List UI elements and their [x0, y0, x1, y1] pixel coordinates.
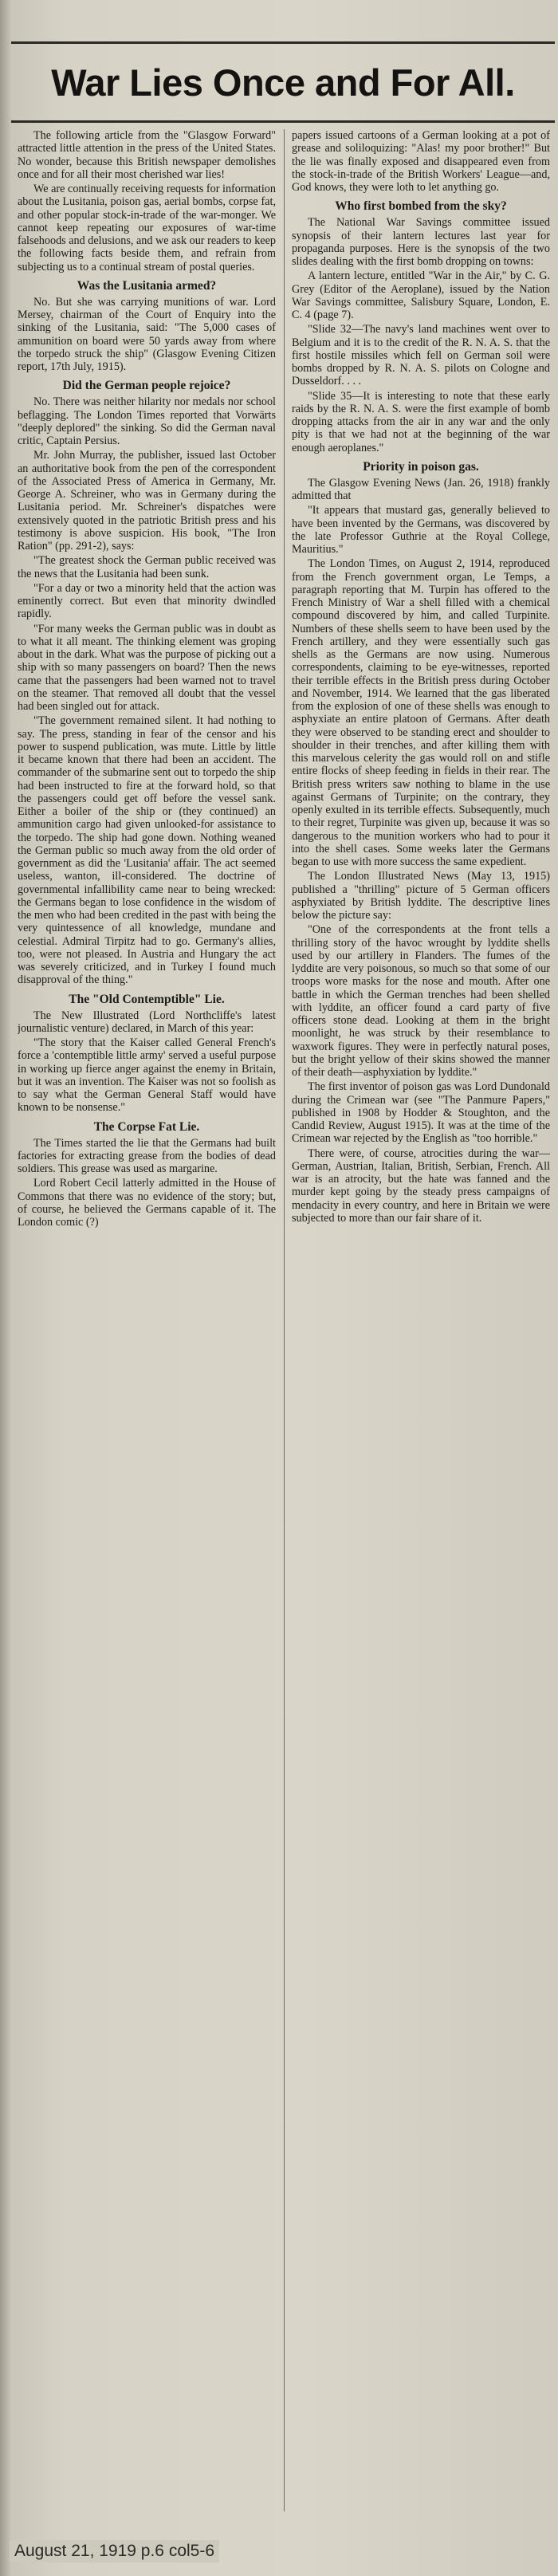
paragraph: The London Illustrated News (May 13, 1915) published a "thrilling" picture of 5 German officers asphyxiated by British lyddite. The descriptive lines below the picture say: — [292, 870, 550, 922]
section-heading: Who first bombed from the sky? — [335, 199, 507, 214]
paragraph: Lord Robert Cecil latterly admitted in the House of Commons that there was no evidence of the story; but, of course, he believed the Germans capable of it. The London comic (?) — [18, 1177, 276, 1229]
date-caption: August 21, 1919 p.6 col5-6 — [10, 2540, 219, 2562]
paragraph: A lantern lecture, entitled "War in the Air," by C. G. Grey (Editor of the Aeroplane), issued by the Nation War Savings committee, Salisbury Square, London, E. C. 4 (page 7). — [292, 269, 550, 321]
section-heading: The "Old Contemptible" Lie. — [69, 992, 225, 1006]
article-body — [18, 129, 550, 2511]
page-edge-shadow — [0, 0, 11, 2576]
headline: War Lies Once and For All. — [51, 61, 515, 104]
paragraph: "Slide 35—It is interesting to note that these early raids by the R. N. A. S. were the first example of bomb dropping attacks from the air in any war and the only pity is that we had not at the beginning of the war enough aeroplanes." — [292, 389, 550, 454]
paragraph: There were, of course, atrocities during the war—German, Austrian, Italian, British, Serbian, French. All war is an atrocity, but the hate was fanned and the murder kept going by the steady press campaigns of mendacity in every country, and here in Britain we were subjected to more than our fair share of it. — [292, 1146, 550, 1225]
paragraph: The following article from the "Glasgow Forward" attracted little attention in the press of the United States. No wonder, because this British newspaper demolishes once and for all their most cherished war lies! — [18, 129, 276, 181]
paragraph: The London Times, on August 2, 1914, reproduced from the French government organ, Le Temps, a paragraph reporting that M. Turpin has offered to the French Ministry of War a shell filled with a chemical compound discovered by him, and called Turpinite. Numbers of these shells seem to have been used by the French artillery, and they were essentially such gas shells as the Germans are now using. Numerous correspondents, claiming to be eye-witnesses, reported their terrible effects in the British press during October and November, 1914. We learned that the gas liberated from the explosion of one of these shells was enough to asphyxiate an entire platoon of Germans. After death they were observed to be standing erect and shoulder to shoulder in their trenches, and after killing them with this marvelous celerity the gas would roll on and stifle entire flocks of sheep feeding in fields in their rear. The British press writers saw nothing to blame in the use against Germans of Turpinite; on the contrary, they openly exulted in its terrible effects. Subsequently, much to their regret, Turpinite was given up, because it was so dangerous to the munition workers who had to pour it into the shell cases. Some weeks later the Germans began to use with more success the same expedient. — [292, 557, 550, 868]
section-heading: Priority in poison gas. — [363, 459, 479, 474]
paragraph: "It appears that mustard gas, generally believed to have been invented by the Germans, was discovered by the late Professor Guthrie at the Royal College, Mauritius." — [292, 504, 550, 556]
article-column-right — [292, 129, 550, 2511]
paragraph: Mr. John Murray, the publisher, issued last October an authoritative book from the pen of the correspondent of the Associated Press of America in Germany, Mr. George A. Schreiner, who was in Germany during the Lusitania period. Mr. Schreiner's dispatches were extensively quoted in the patriotic British press and his testimony is above suspicion. His book, "The Iron Ration" (pp. 291-2), says: — [18, 449, 276, 553]
paragraph: "The government remained silent. It had nothing to say. The press, standing in fear of the censor and his power to suspend publication, was mute. Little by little it became known that there had been an accident. The commander of the submarine sent out to torpedo the ship had been instructed to fire at the forward hold, so that the passengers could get off before the vessel sank. Either a boiler of the ship or (they continued) an ammunition cargo had given unlooked-for assistance to the torpedo. The ship had gone down. Nothing weaned the German public so much away from the old order of government as did the 'Lusitania' affair. The act seemed useless, wanton, ill-considered. The doctrine of governmental infallibility came near to being wrecked: the Germans began to lose confidence in the wisdom of the men who had been credited in the past with being the very quintessence of all knowledge, mundane and celestial. Admiral Tirpitz had to go. Germany's allies, too, were not pleased. In Austria and Hungary the act was severely criticized, and in Turkey I found much disapproval of the thing." — [18, 714, 276, 987]
section-heading: Did the German people rejoice? — [62, 379, 231, 393]
paragraph: papers issued cartoons of a German looking at a pot of grease and soliloquizing: "Alas! my poor brother!" But the lie was finally exposed and disappeared even from the stock-in-trade of the British Workers' League—and, God knows, they were loth to let anything go. — [292, 129, 550, 194]
headline-banner — [11, 41, 555, 123]
section-heading: Was the Lusitania armed? — [77, 278, 217, 293]
paragraph: "For many weeks the German public was in doubt as to what it all meant. The thinking element was groping about in the dark. What was the purpose of picking out a ship with so many passengers on board? Then the news came that the passengers had been warned not to travel on the steamer. That removed all doubt that the vessel had been singled out for attack. — [18, 622, 276, 713]
paragraph: The New Illustrated (Lord Northcliffe's latest journalistic venture) declared, in March of this year: — [18, 1009, 276, 1035]
paragraph: We are continually receiving requests for information about the Lusitania, poison gas, aerial bombs, corpse fat, and other popular stock-in-trade of the war-monger. We cannot keep repeating our exposures of war-time falsehoods and delusions, and we ask our readers to keep the following facts beside them, and refrain from subjecting us to a continual stream of postal queries. — [18, 183, 276, 273]
column-rule — [284, 129, 285, 2511]
paragraph: The Times started the lie that the Germans had built factories for extracting grease from the bodies of dead soldiers. This grease was used as margarine. — [18, 1136, 276, 1175]
paragraph: "One of the correspondents at the front tells a thrilling story of the havoc wrought by lyddite shells used by our artillery in Flanders. The fumes of the lyddite are very poisonous, so much so that some of our troops wore masks for the nose and mouth. After one battle in which the German trenches had been shelled with lyddite, an officer found a card party of five officers stone dead. Looking at them in the bright moonlight, he was struck by their resemblance to waxwork figures. They were in perfectly natural poses, but the bright yellow of their skins showed the manner of their death—asphyxiation by lyddite." — [292, 923, 550, 1079]
paragraph: The National War Savings committee issued synopsis of their lantern lectures last year for propaganda purposes. Here is the synopsis of the two slides dealing with the first bomb dropping on towns: — [292, 216, 550, 268]
paragraph: "The story that the Kaiser called General French's force a 'contemptible little army' served a useful purpose in working up fierce anger against the enemy in Britain, but it was an invention. The Kaiser was not so foolish as to say what the German General Staff would have known to be nonsense." — [18, 1036, 276, 1115]
section-heading: The Corpse Fat Lie. — [93, 1119, 200, 1134]
paragraph: "The greatest shock the German public received was the news that the Lusitania had been sunk. — [18, 554, 276, 580]
paragraph: The Glasgow Evening News (Jan. 26, 1918) frankly admitted that — [292, 476, 550, 502]
paragraph: "For a day or two a minority held that the action was eminently correct. But even that minority dwindled rapidly. — [18, 581, 276, 621]
paragraph: No. There was neither hilarity nor medals nor school beflagging. The London Times reported that Vorwärts "deeply deplored" the sinking. So did the German naval critic, Captain Persius. — [18, 395, 276, 447]
paragraph: "Slide 32—The navy's land machines went over to Belgium and it is to the credit of the R. N. A. S. that the first hostile missiles which fell on German soil were bombs dropped by R. N. A. S. pilots on Cologne and Dusseldorf. . . . — [292, 323, 550, 388]
paragraph: No. But she was carrying munitions of war. Lord Mersey, chairman of the Court of Enquiry into the sinking of the Lusitania, said: "The 5,000 cases of ammunition on board were 50 yards away from where the torpedo struck the ship" (Glasgow Evening Citizen report, 17th July, 1915). — [18, 295, 276, 373]
paragraph: The first inventor of poison gas was Lord Dundonald during the Crimean war (see "The Panmure Papers," published in 1908 by Hodder & Stoughton, and the Candid Review, August 1915). It was at the time of the Crimean war rejected by the English as "too horrible." — [292, 1080, 550, 1146]
article-column-left — [18, 129, 276, 2511]
